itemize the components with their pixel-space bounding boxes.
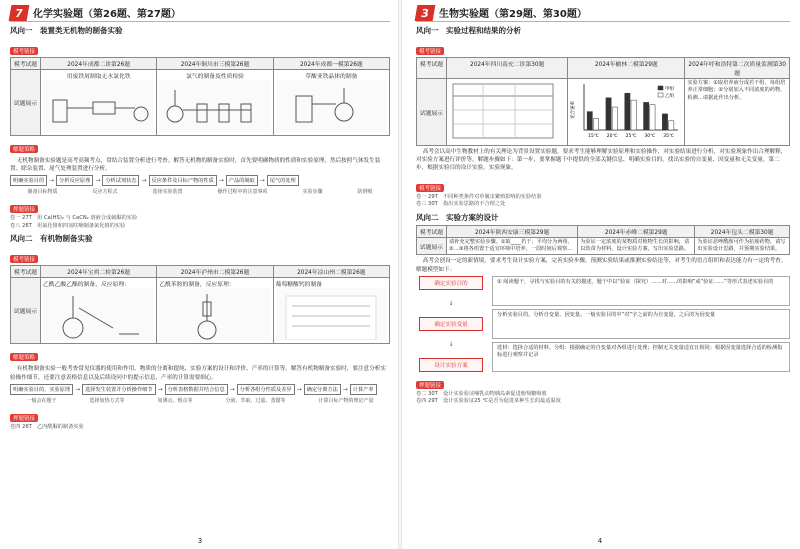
right-page <box>400 0 800 549</box>
flow-step: 尾气的处理 <box>267 175 299 186</box>
table-cell <box>568 79 685 146</box>
note-line: 卷八 26T 用氯化铬和四氢呋喃制备氯化铬的实验 <box>10 222 126 229</box>
note-line: 卷四 29T 设计实验验证25 ℃是否为促进某种生长的最适温度 <box>416 398 561 405</box>
arrow-down-icon: ↓ <box>448 299 454 307</box>
topic-title: 生物实验题（第29题、第30题） <box>439 9 587 20</box>
note-line: 卷一 29T 不同种类条件对草履虫繁殖影响的实验结果 <box>416 193 542 200</box>
flow-step: 计算产率 <box>350 384 377 395</box>
tag: 模考链接 <box>10 255 38 263</box>
step-detail: ① 阅读题干，寻找与实验目的有关的描述。题干中以“验证（探究）……对……的影响”或“验证……”等形式表述实验目的 <box>492 276 790 306</box>
table-header: 2024年宝鸡二检第26题 <box>41 266 157 278</box>
table-header: 2024年呼和浩特第二次质量监测第30题 <box>685 58 790 79</box>
table-header: 试题展示 <box>11 278 41 344</box>
chart-bar <box>606 98 611 130</box>
topic-header <box>416 4 790 22</box>
data-table-figure <box>449 80 565 142</box>
table-cell: 请补充完整实验步骤。①取____若干，平均分为两组，②…③将各组置于适宜环境中培养，一段时间后观察… <box>447 237 578 255</box>
page-number: 4 <box>597 537 603 545</box>
exam-table <box>416 225 790 256</box>
table-cell: 葡萄糖酸钙的制备 <box>273 278 389 344</box>
apparatus-figure <box>276 288 387 340</box>
direction-title: 风向二 实验方案的设计 <box>416 212 499 222</box>
table-header: 2024年陕西安康三模第29题 <box>447 225 578 237</box>
table-cell: 乙酰苯胺的制备，反应原理： <box>157 278 273 344</box>
tag: 押题链接 <box>10 414 38 422</box>
chart-bar <box>587 112 592 130</box>
flow-step: 明确实验目的、实验原理 <box>10 384 73 395</box>
tag: 模考链接 <box>416 184 444 192</box>
table-header: 2024年铜川市三模第26题 <box>157 58 273 70</box>
chart-legend-swatch <box>658 93 663 97</box>
table-cell: 氯气的制备及性质检验 <box>157 70 273 136</box>
flow-step: 选择发生装置并分析操作细节 <box>82 384 155 395</box>
flow-step: 分析反应原理 <box>56 175 93 186</box>
table-cell <box>447 79 568 146</box>
arrow-icon: → <box>218 177 224 185</box>
apparatus-figure <box>43 80 154 132</box>
diagram-details <box>492 276 790 372</box>
arrow-icon: → <box>75 385 81 393</box>
flow-step: 分析表格数据并结合信息 <box>165 384 228 395</box>
flow-step: 产品的制取 <box>226 175 258 186</box>
chart-tick-label: 30℃ <box>644 134 656 139</box>
chart-legend-swatch <box>658 86 663 90</box>
table-header: 2024年赤峰二模第29题 <box>578 225 695 237</box>
note-line: 卷三 30T 指出实验思路的不合理之处 <box>416 201 506 208</box>
apparatus-figure <box>159 80 270 132</box>
paragraph: 无机物制备实验题是高考高频考点，常结合装置分析进行考查。解答无机物的制备实验时，首先要明确物质的性质和实验原理，然后按照气体发生装置、除杂装置、尾气处理装置进行分析。 <box>10 158 381 173</box>
arrow-icon: → <box>157 385 163 393</box>
chart-bar <box>613 107 618 130</box>
chart-bar <box>650 105 655 130</box>
chart-bar <box>644 102 649 130</box>
apparatus-figure <box>159 288 270 340</box>
topic-number: 3 <box>415 5 436 21</box>
table-header: 2024年四川南充二诊第30题 <box>447 58 568 79</box>
table-header: 模考试题 <box>417 58 447 79</box>
solution-diagram <box>416 276 790 372</box>
diagram-steps <box>416 276 486 372</box>
chart-bar <box>625 93 630 130</box>
flow-chart <box>10 175 390 186</box>
table-header: 2024年泸州市二模第26题 <box>157 266 273 278</box>
flow-step: 分析试剂状态 <box>102 175 139 186</box>
step-box: 设计实验方案 <box>419 358 483 372</box>
tag: 解题策略 <box>10 145 38 153</box>
table-header: 模考试题 <box>11 58 41 70</box>
page-number: 3 <box>197 537 203 545</box>
table-cell: 为验证恶唑酰胺可作为抗癌药物，请写出实验设计思路，并预期实验结果。 <box>695 237 790 255</box>
chart-tick-label: 15℃ <box>588 134 600 139</box>
table-cell: 实验方案：①取培养液分成若干组，每组培养正常细胞；②分别加入不同浓度的药物，检测…请据此作出分析。 <box>685 79 790 146</box>
arrow-icon: → <box>259 177 265 185</box>
table-header: 试题展示 <box>417 79 447 146</box>
direction-title: 风向一 实验过程和结果的分析 <box>416 26 521 35</box>
note-line: 卷四 26T 乙内酰脲的制备实验 <box>10 423 84 430</box>
table-header: 模考试题 <box>417 225 447 237</box>
tag: 押题链接 <box>10 205 38 213</box>
tag: 解题策略 <box>10 353 38 361</box>
topic-header <box>10 4 390 22</box>
flow-sub-labels: 制备目标物质 反应方程式 选择实验装置 操作过程中的注意事项 实验步骤 防倒吸 <box>27 189 373 196</box>
arrow-icon: → <box>296 385 302 393</box>
table-header: 2024年凉山州二模第26题 <box>273 266 389 278</box>
chart-legend-label: 乙组 <box>665 94 675 99</box>
chart-bar <box>663 114 668 130</box>
paragraph: 高考会创设一定的新情境，要求考生设计实验方案，完善实验步骤，预测实验结果或推测实验结论等，对考生的语言组织和表达能力有一定的考查。解题模型如下： <box>416 258 787 273</box>
table-header: 2024年成都一模第26题 <box>273 58 389 70</box>
table-cell: 乙酰乙酸乙酯的制备，反应原理： <box>41 278 157 344</box>
table-cell: 为验证一定浓度的某物质对植物生长的影响，请以幼苗为材料，设计实验方案，写出实验思路。 <box>578 237 695 255</box>
arrow-down-icon: ↓ <box>448 340 454 348</box>
topic-number: 7 <box>9 5 30 21</box>
paragraph: 有机物制备实验一般考查常见仪器的使用和作用、物质的分离和提纯、实验方案的设计和评价、产率的计算等。解答有机物制备实验时，要注意分析实验操作细节，还要注意表格信息以及后续设问中的提示信息，产率的计算需要细心。 <box>10 366 386 381</box>
table-cell: 草酸亚铁晶体的制备 <box>273 70 389 136</box>
exam-table <box>10 265 390 344</box>
flow-chart <box>10 384 390 395</box>
flow-step: 反应条件及目标产物的性质 <box>149 175 217 186</box>
direction-title: 风向二 有机物制备实验 <box>10 234 93 244</box>
paragraph: 高考会以高中生物教材上的有关理论为背景设置实验题，要求考生能够理解实验原理和实验操作，对实验结果进行分析，对实验现象作出合理解释，对实验方案进行评价等。解题步骤如下：第一步，要掌握题干中提供的全部关键信息，明确实验目的，找出实验的自变量、因变量和无关变量。第二步，根据实验目的设计实验，实验现象。 <box>416 149 787 172</box>
tag: 押题链接 <box>416 381 444 389</box>
table-header: 模考试题 <box>11 266 41 278</box>
bar-chart <box>570 80 682 142</box>
tag: 模考链接 <box>10 47 38 55</box>
chart-tick-label: 35℃ <box>663 134 675 139</box>
exam-table <box>416 57 790 146</box>
apparatus-figure <box>43 288 154 340</box>
chart-bar <box>669 121 674 130</box>
direction-title: 风向一 装置类无机物的制备实验 <box>10 26 123 35</box>
flow-step: 确定分离方法 <box>304 384 341 395</box>
note-line: 卷二 30T 设计实验验证哺乳动物胰岛素促进葡萄糖吸收 <box>416 390 547 397</box>
chart-legend-label: 甲组 <box>665 87 675 92</box>
table-header: 2024年成都二诊第26题 <box>41 58 157 70</box>
chart-tick-label: 20℃ <box>607 134 618 139</box>
table-header: 2024年榆林二模第29题 <box>568 58 685 79</box>
table-header: 试题展示 <box>11 70 41 136</box>
step-box: 确定实验变量 <box>419 317 483 331</box>
arrow-icon: → <box>95 177 101 185</box>
chart-tick-label: 25℃ <box>625 134 637 139</box>
step-box: 确定实验目的 <box>419 276 483 290</box>
flow-step: 分析各组分性质及差异 <box>237 384 295 395</box>
chart-bar <box>594 119 599 131</box>
tag: 模考链接 <box>416 47 444 55</box>
arrow-icon: → <box>229 385 235 393</box>
step-detail: 分析实验目的，分析自变量、因变量。一般实验目的中“对”字之前的为自变量，之后的为因变量 <box>492 309 790 339</box>
table-header: 2024年包头二模第30题 <box>695 225 790 237</box>
flow-step: 明确实验目的 <box>10 175 47 186</box>
apparatus-figure <box>276 80 387 132</box>
arrow-icon: → <box>342 385 348 393</box>
table-cell: 用废铁屑制取无水氯化铁 <box>41 70 157 136</box>
arrow-icon: → <box>49 177 55 185</box>
arrow-icon: → <box>141 177 147 185</box>
chart-bar <box>631 100 636 130</box>
chart-ylabel: 光合速率 <box>571 101 577 119</box>
exam-table <box>10 57 390 136</box>
step-detail: 选材：选择合适的材料。分组：根据确定的自变量对各组进行处理；控制无关变量适宜且相同；根据因变量选择合适的检测指标进行观察并记录 <box>492 342 790 372</box>
table-header: 试题展示 <box>417 237 447 255</box>
topic-title: 化学实验题（第26题、第27题） <box>33 9 181 20</box>
note-line: 卷一 27T 用 Ca(HS)₂ 与 CaCN₂ 溶液合成硫脲的实验 <box>10 215 138 222</box>
flow-sub-labels: 一般会在题干 选择加热方式等 如沸点、熔点等 分液、萃取、过滤、蒸馏等 计算目标产物的理论产量 <box>26 397 374 404</box>
